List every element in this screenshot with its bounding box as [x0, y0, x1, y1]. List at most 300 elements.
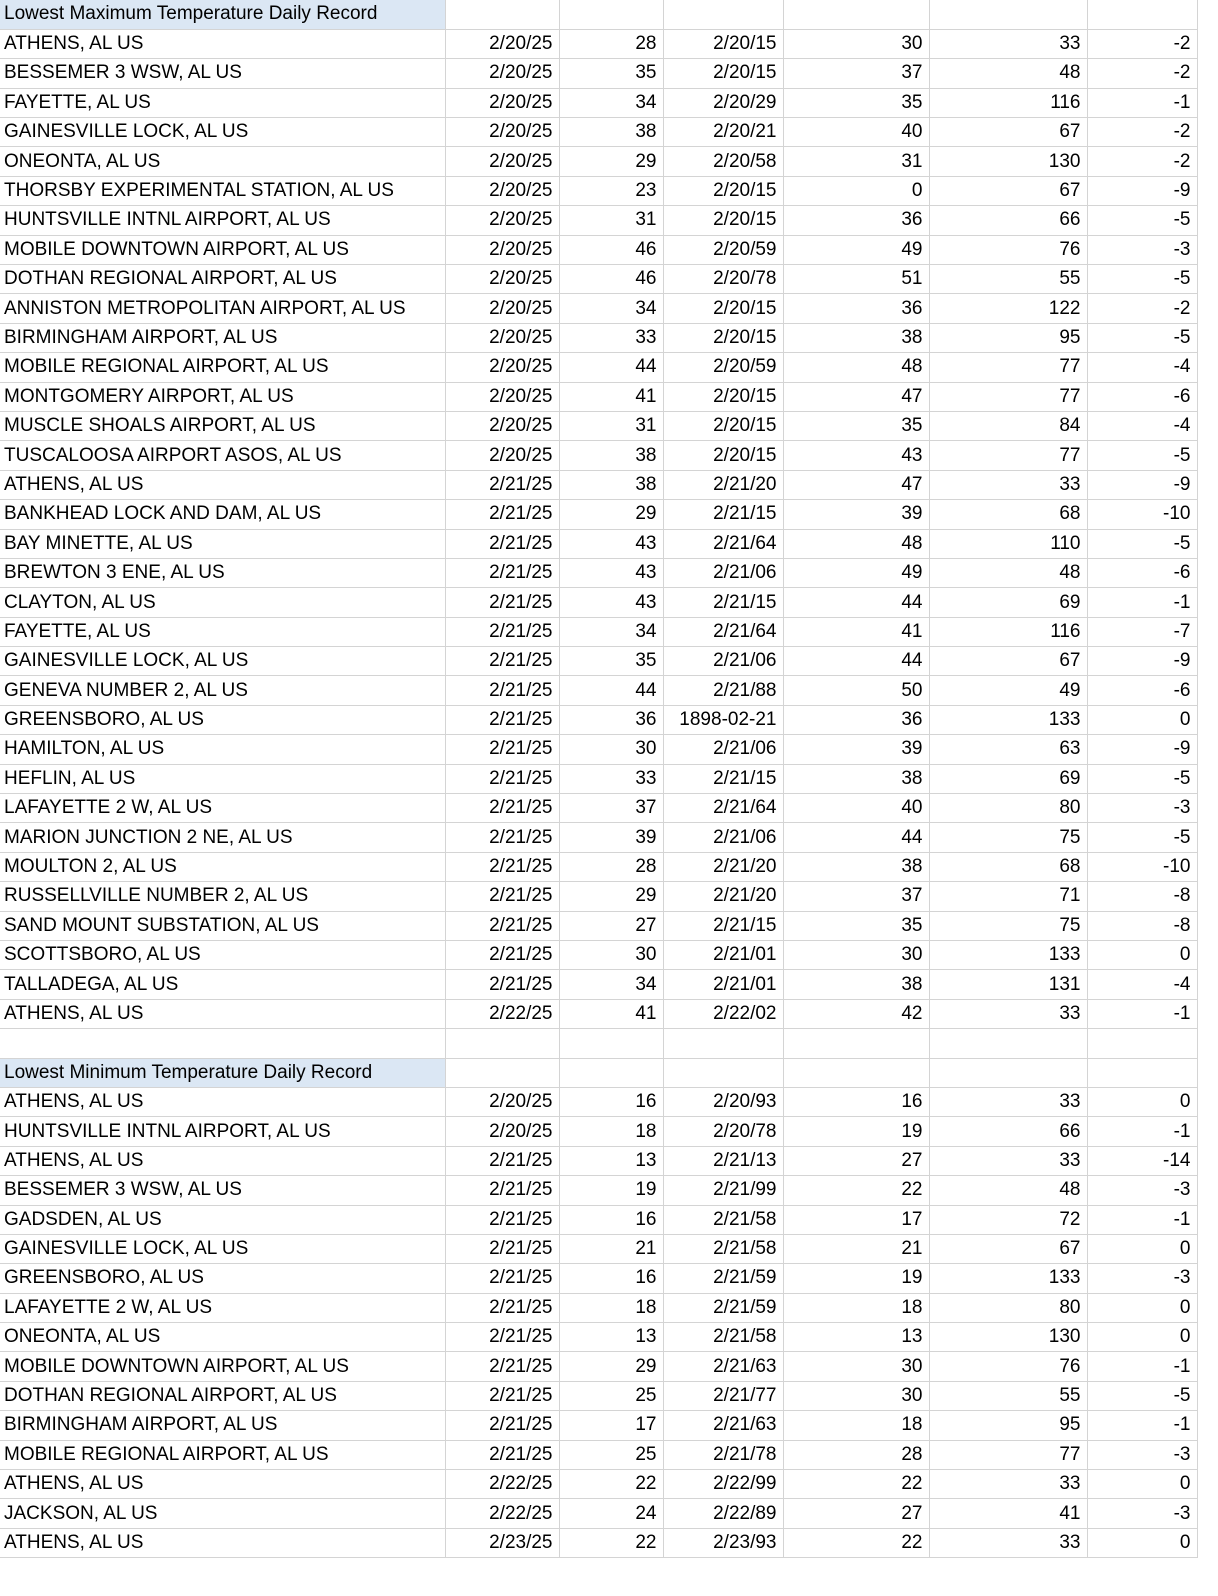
value-cell[interactable]: 2/21/15: [663, 588, 783, 617]
value-cell[interactable]: 0: [1087, 1470, 1197, 1499]
value-cell[interactable]: 49: [929, 676, 1087, 705]
value-cell[interactable]: 34: [559, 294, 663, 323]
value-cell[interactable]: 22: [559, 1528, 663, 1557]
station-cell[interactable]: ONEONTA, AL US: [0, 147, 445, 176]
value-cell[interactable]: 2/20/25: [445, 441, 559, 470]
value-cell[interactable]: -2: [1087, 59, 1197, 88]
value-cell[interactable]: 2/20/25: [445, 1117, 559, 1146]
value-cell[interactable]: 44: [783, 588, 929, 617]
empty-cell[interactable]: [783, 1029, 929, 1058]
station-cell[interactable]: HEFLIN, AL US: [0, 764, 445, 793]
value-cell[interactable]: 27: [783, 1146, 929, 1175]
value-cell[interactable]: 41: [559, 382, 663, 411]
value-cell[interactable]: 44: [559, 353, 663, 382]
value-cell[interactable]: 23: [559, 176, 663, 205]
value-cell[interactable]: 44: [783, 823, 929, 852]
value-cell[interactable]: 2/21/63: [663, 1411, 783, 1440]
value-cell[interactable]: 2/21/15: [663, 500, 783, 529]
value-cell[interactable]: -5: [1087, 441, 1197, 470]
value-cell[interactable]: 2/21/25: [445, 1381, 559, 1410]
value-cell[interactable]: -6: [1087, 382, 1197, 411]
value-cell[interactable]: -1: [1087, 999, 1197, 1028]
value-cell[interactable]: 122: [929, 294, 1087, 323]
value-cell[interactable]: 2/21/25: [445, 794, 559, 823]
value-cell[interactable]: -3: [1087, 1499, 1197, 1528]
value-cell[interactable]: 16: [559, 1087, 663, 1116]
station-cell[interactable]: ATHENS, AL US: [0, 1470, 445, 1499]
value-cell[interactable]: 2/21/99: [663, 1176, 783, 1205]
value-cell[interactable]: 55: [929, 265, 1087, 294]
value-cell[interactable]: 2/20/58: [663, 147, 783, 176]
value-cell[interactable]: 2/20/25: [445, 323, 559, 352]
value-cell[interactable]: 2/21/25: [445, 970, 559, 999]
value-cell[interactable]: 2/21/20: [663, 470, 783, 499]
value-cell[interactable]: 43: [559, 529, 663, 558]
value-cell[interactable]: 18: [783, 1411, 929, 1440]
value-cell[interactable]: 55: [929, 1381, 1087, 1410]
value-cell[interactable]: 2/21/25: [445, 588, 559, 617]
value-cell[interactable]: 13: [783, 1323, 929, 1352]
value-cell[interactable]: 35: [783, 411, 929, 440]
station-cell[interactable]: TALLADEGA, AL US: [0, 970, 445, 999]
empty-cell[interactable]: [0, 1029, 445, 1058]
value-cell[interactable]: 41: [559, 999, 663, 1028]
empty-cell[interactable]: [445, 0, 559, 29]
value-cell[interactable]: 18: [559, 1117, 663, 1146]
value-cell[interactable]: 17: [559, 1411, 663, 1440]
value-cell[interactable]: 31: [559, 411, 663, 440]
station-cell[interactable]: ATHENS, AL US: [0, 999, 445, 1028]
value-cell[interactable]: 16: [559, 1264, 663, 1293]
value-cell[interactable]: 28: [783, 1440, 929, 1469]
empty-cell[interactable]: [663, 1058, 783, 1087]
station-cell[interactable]: CLAYTON, AL US: [0, 588, 445, 617]
value-cell[interactable]: 2/21/25: [445, 1440, 559, 1469]
value-cell[interactable]: 2/20/25: [445, 235, 559, 264]
station-cell[interactable]: MOBILE DOWNTOWN AIRPORT, AL US: [0, 1352, 445, 1381]
value-cell[interactable]: 2/21/15: [663, 911, 783, 940]
station-cell[interactable]: FAYETTE, AL US: [0, 88, 445, 117]
value-cell[interactable]: 0: [1087, 1087, 1197, 1116]
value-cell[interactable]: 77: [929, 353, 1087, 382]
value-cell[interactable]: 2/20/25: [445, 1087, 559, 1116]
value-cell[interactable]: 33: [929, 1470, 1087, 1499]
value-cell[interactable]: 2/22/02: [663, 999, 783, 1028]
value-cell[interactable]: 38: [783, 764, 929, 793]
value-cell[interactable]: 30: [783, 1352, 929, 1381]
empty-cell[interactable]: [663, 0, 783, 29]
value-cell[interactable]: 131: [929, 970, 1087, 999]
value-cell[interactable]: -3: [1087, 1264, 1197, 1293]
station-cell[interactable]: HUNTSVILLE INTNL AIRPORT, AL US: [0, 1117, 445, 1146]
value-cell[interactable]: -1: [1087, 588, 1197, 617]
station-cell[interactable]: MOBILE DOWNTOWN AIRPORT, AL US: [0, 235, 445, 264]
value-cell[interactable]: 37: [559, 794, 663, 823]
value-cell[interactable]: 2/21/63: [663, 1352, 783, 1381]
value-cell[interactable]: 75: [929, 823, 1087, 852]
value-cell[interactable]: 2/22/25: [445, 999, 559, 1028]
value-cell[interactable]: 0: [1087, 941, 1197, 970]
value-cell[interactable]: 2/20/25: [445, 59, 559, 88]
value-cell[interactable]: 25: [559, 1440, 663, 1469]
value-cell[interactable]: 77: [929, 441, 1087, 470]
value-cell[interactable]: 2/21/64: [663, 794, 783, 823]
value-cell[interactable]: 2/20/93: [663, 1087, 783, 1116]
value-cell[interactable]: 2/20/78: [663, 1117, 783, 1146]
value-cell[interactable]: -6: [1087, 676, 1197, 705]
value-cell[interactable]: 33: [929, 1146, 1087, 1175]
value-cell[interactable]: 67: [929, 647, 1087, 676]
value-cell[interactable]: 33: [559, 323, 663, 352]
empty-cell[interactable]: [1087, 0, 1197, 29]
value-cell[interactable]: 22: [783, 1528, 929, 1557]
value-cell[interactable]: 33: [929, 1528, 1087, 1557]
value-cell[interactable]: 2/23/25: [445, 1528, 559, 1557]
station-cell[interactable]: SCOTTSBORO, AL US: [0, 941, 445, 970]
value-cell[interactable]: 84: [929, 411, 1087, 440]
value-cell[interactable]: 21: [559, 1234, 663, 1263]
value-cell[interactable]: 42: [783, 999, 929, 1028]
value-cell[interactable]: 43: [559, 588, 663, 617]
value-cell[interactable]: 29: [559, 500, 663, 529]
value-cell[interactable]: 2/20/25: [445, 294, 559, 323]
station-cell[interactable]: MOBILE REGIONAL AIRPORT, AL US: [0, 353, 445, 382]
value-cell[interactable]: 133: [929, 941, 1087, 970]
value-cell[interactable]: -4: [1087, 411, 1197, 440]
value-cell[interactable]: -5: [1087, 323, 1197, 352]
value-cell[interactable]: -5: [1087, 764, 1197, 793]
value-cell[interactable]: 19: [783, 1264, 929, 1293]
value-cell[interactable]: 35: [559, 647, 663, 676]
value-cell[interactable]: 63: [929, 735, 1087, 764]
value-cell[interactable]: 76: [929, 235, 1087, 264]
value-cell[interactable]: 41: [783, 617, 929, 646]
station-cell[interactable]: GAINESVILLE LOCK, AL US: [0, 118, 445, 147]
value-cell[interactable]: 2/20/25: [445, 265, 559, 294]
value-cell[interactable]: 2/21/64: [663, 617, 783, 646]
value-cell[interactable]: -10: [1087, 852, 1197, 881]
value-cell[interactable]: 2/21/01: [663, 970, 783, 999]
station-cell[interactable]: BIRMINGHAM AIRPORT, AL US: [0, 1411, 445, 1440]
value-cell[interactable]: 80: [929, 794, 1087, 823]
value-cell[interactable]: 2/21/25: [445, 500, 559, 529]
value-cell[interactable]: 2/21/25: [445, 882, 559, 911]
value-cell[interactable]: 30: [783, 29, 929, 58]
value-cell[interactable]: 2/21/25: [445, 852, 559, 881]
value-cell[interactable]: 49: [783, 235, 929, 264]
value-cell[interactable]: -9: [1087, 647, 1197, 676]
value-cell[interactable]: -9: [1087, 176, 1197, 205]
station-cell[interactable]: GREENSBORO, AL US: [0, 705, 445, 734]
station-cell[interactable]: LAFAYETTE 2 W, AL US: [0, 794, 445, 823]
value-cell[interactable]: 48: [783, 529, 929, 558]
value-cell[interactable]: 33: [929, 1087, 1087, 1116]
value-cell[interactable]: 2/20/25: [445, 382, 559, 411]
value-cell[interactable]: -4: [1087, 970, 1197, 999]
empty-cell[interactable]: [783, 1058, 929, 1087]
value-cell[interactable]: 31: [783, 147, 929, 176]
value-cell[interactable]: -7: [1087, 617, 1197, 646]
value-cell[interactable]: 39: [783, 500, 929, 529]
value-cell[interactable]: 27: [559, 911, 663, 940]
section-title[interactable]: Lowest Maximum Temperature Daily Record: [0, 0, 445, 29]
value-cell[interactable]: 2/21/20: [663, 852, 783, 881]
value-cell[interactable]: 0: [1087, 1234, 1197, 1263]
value-cell[interactable]: -6: [1087, 558, 1197, 587]
value-cell[interactable]: 33: [929, 999, 1087, 1028]
value-cell[interactable]: 2/21/25: [445, 1234, 559, 1263]
value-cell[interactable]: 2/21/25: [445, 941, 559, 970]
value-cell[interactable]: -10: [1087, 500, 1197, 529]
value-cell[interactable]: 68: [929, 852, 1087, 881]
station-cell[interactable]: TUSCALOOSA AIRPORT ASOS, AL US: [0, 441, 445, 470]
value-cell[interactable]: -2: [1087, 147, 1197, 176]
station-cell[interactable]: ANNISTON METROPOLITAN AIRPORT, AL US: [0, 294, 445, 323]
value-cell[interactable]: 27: [783, 1499, 929, 1528]
value-cell[interactable]: 2/20/29: [663, 88, 783, 117]
value-cell[interactable]: 43: [783, 441, 929, 470]
station-cell[interactable]: BESSEMER 3 WSW, AL US: [0, 59, 445, 88]
value-cell[interactable]: 29: [559, 147, 663, 176]
value-cell[interactable]: 30: [783, 941, 929, 970]
station-cell[interactable]: LAFAYETTE 2 W, AL US: [0, 1293, 445, 1322]
value-cell[interactable]: 34: [559, 970, 663, 999]
value-cell[interactable]: -3: [1087, 1176, 1197, 1205]
value-cell[interactable]: 116: [929, 617, 1087, 646]
station-cell[interactable]: RUSSELLVILLE NUMBER 2, AL US: [0, 882, 445, 911]
value-cell[interactable]: 25: [559, 1381, 663, 1410]
value-cell[interactable]: -9: [1087, 735, 1197, 764]
empty-cell[interactable]: [445, 1058, 559, 1087]
value-cell[interactable]: -8: [1087, 882, 1197, 911]
value-cell[interactable]: 22: [783, 1470, 929, 1499]
value-cell[interactable]: 48: [929, 558, 1087, 587]
value-cell[interactable]: 41: [929, 1499, 1087, 1528]
value-cell[interactable]: 2/20/25: [445, 29, 559, 58]
value-cell[interactable]: 19: [559, 1176, 663, 1205]
value-cell[interactable]: 75: [929, 911, 1087, 940]
value-cell[interactable]: 2/21/25: [445, 1176, 559, 1205]
empty-cell[interactable]: [559, 0, 663, 29]
value-cell[interactable]: 43: [559, 558, 663, 587]
value-cell[interactable]: 2/20/59: [663, 235, 783, 264]
value-cell[interactable]: 2/20/25: [445, 88, 559, 117]
station-cell[interactable]: GREENSBORO, AL US: [0, 1264, 445, 1293]
empty-cell[interactable]: [929, 1058, 1087, 1087]
value-cell[interactable]: 2/20/15: [663, 294, 783, 323]
value-cell[interactable]: 68: [929, 500, 1087, 529]
value-cell[interactable]: 2/20/25: [445, 206, 559, 235]
value-cell[interactable]: -8: [1087, 911, 1197, 940]
value-cell[interactable]: 36: [783, 705, 929, 734]
station-cell[interactable]: ONEONTA, AL US: [0, 1323, 445, 1352]
value-cell[interactable]: 2/20/25: [445, 176, 559, 205]
value-cell[interactable]: 35: [783, 911, 929, 940]
value-cell[interactable]: 38: [783, 852, 929, 881]
value-cell[interactable]: -5: [1087, 823, 1197, 852]
value-cell[interactable]: 2/20/15: [663, 29, 783, 58]
value-cell[interactable]: 2/21/88: [663, 676, 783, 705]
value-cell[interactable]: 48: [783, 353, 929, 382]
value-cell[interactable]: -5: [1087, 1381, 1197, 1410]
value-cell[interactable]: 2/21/25: [445, 764, 559, 793]
value-cell[interactable]: 29: [559, 882, 663, 911]
value-cell[interactable]: 2/20/21: [663, 118, 783, 147]
value-cell[interactable]: 2/21/13: [663, 1146, 783, 1175]
value-cell[interactable]: 31: [559, 206, 663, 235]
value-cell[interactable]: 37: [783, 59, 929, 88]
value-cell[interactable]: 33: [559, 764, 663, 793]
value-cell[interactable]: 130: [929, 1323, 1087, 1352]
section-title[interactable]: Lowest Minimum Temperature Daily Record: [0, 1058, 445, 1087]
empty-cell[interactable]: [929, 0, 1087, 29]
station-cell[interactable]: BANKHEAD LOCK AND DAM, AL US: [0, 500, 445, 529]
value-cell[interactable]: 35: [559, 59, 663, 88]
value-cell[interactable]: 2/22/99: [663, 1470, 783, 1499]
value-cell[interactable]: 2/21/25: [445, 470, 559, 499]
value-cell[interactable]: 116: [929, 88, 1087, 117]
value-cell[interactable]: 2/22/25: [445, 1499, 559, 1528]
value-cell[interactable]: 36: [783, 294, 929, 323]
value-cell[interactable]: 2/21/25: [445, 1323, 559, 1352]
value-cell[interactable]: 2/21/25: [445, 1352, 559, 1381]
empty-cell[interactable]: [929, 1029, 1087, 1058]
value-cell[interactable]: 66: [929, 1117, 1087, 1146]
value-cell[interactable]: 28: [559, 29, 663, 58]
station-cell[interactable]: BREWTON 3 ENE, AL US: [0, 558, 445, 587]
value-cell[interactable]: 38: [559, 441, 663, 470]
value-cell[interactable]: 110: [929, 529, 1087, 558]
value-cell[interactable]: 16: [783, 1087, 929, 1116]
value-cell[interactable]: 18: [559, 1293, 663, 1322]
value-cell[interactable]: 2/21/20: [663, 882, 783, 911]
value-cell[interactable]: 130: [929, 147, 1087, 176]
value-cell[interactable]: -1: [1087, 1352, 1197, 1381]
value-cell[interactable]: 2/21/25: [445, 558, 559, 587]
value-cell[interactable]: 24: [559, 1499, 663, 1528]
value-cell[interactable]: 13: [559, 1146, 663, 1175]
value-cell[interactable]: 77: [929, 1440, 1087, 1469]
empty-cell[interactable]: [559, 1058, 663, 1087]
value-cell[interactable]: 22: [559, 1470, 663, 1499]
value-cell[interactable]: 30: [559, 735, 663, 764]
value-cell[interactable]: 80: [929, 1293, 1087, 1322]
value-cell[interactable]: 2/20/25: [445, 147, 559, 176]
value-cell[interactable]: 36: [559, 705, 663, 734]
station-cell[interactable]: DOTHAN REGIONAL AIRPORT, AL US: [0, 1381, 445, 1410]
value-cell[interactable]: 49: [783, 558, 929, 587]
value-cell[interactable]: 28: [559, 852, 663, 881]
value-cell[interactable]: -3: [1087, 794, 1197, 823]
value-cell[interactable]: -1: [1087, 1117, 1197, 1146]
value-cell[interactable]: 19: [783, 1117, 929, 1146]
empty-cell[interactable]: [559, 1029, 663, 1058]
value-cell[interactable]: 72: [929, 1205, 1087, 1234]
value-cell[interactable]: 69: [929, 764, 1087, 793]
value-cell[interactable]: 38: [783, 323, 929, 352]
value-cell[interactable]: 2/21/01: [663, 941, 783, 970]
value-cell[interactable]: 2/21/25: [445, 676, 559, 705]
value-cell[interactable]: 2/21/78: [663, 1440, 783, 1469]
value-cell[interactable]: -5: [1087, 206, 1197, 235]
value-cell[interactable]: 71: [929, 882, 1087, 911]
station-cell[interactable]: DOTHAN REGIONAL AIRPORT, AL US: [0, 265, 445, 294]
value-cell[interactable]: -2: [1087, 118, 1197, 147]
value-cell[interactable]: 0: [1087, 1293, 1197, 1322]
station-cell[interactable]: ATHENS, AL US: [0, 1528, 445, 1557]
value-cell[interactable]: 2/21/25: [445, 617, 559, 646]
value-cell[interactable]: 67: [929, 176, 1087, 205]
value-cell[interactable]: 16: [559, 1205, 663, 1234]
value-cell[interactable]: 133: [929, 705, 1087, 734]
value-cell[interactable]: 2/20/15: [663, 441, 783, 470]
value-cell[interactable]: 2/21/06: [663, 558, 783, 587]
value-cell[interactable]: 2/21/25: [445, 1293, 559, 1322]
value-cell[interactable]: 44: [559, 676, 663, 705]
value-cell[interactable]: 2/21/64: [663, 529, 783, 558]
empty-cell[interactable]: [663, 1029, 783, 1058]
value-cell[interactable]: 2/21/77: [663, 1381, 783, 1410]
value-cell[interactable]: 2/21/25: [445, 529, 559, 558]
value-cell[interactable]: 2/21/25: [445, 705, 559, 734]
value-cell[interactable]: 2/21/25: [445, 911, 559, 940]
empty-cell[interactable]: [1087, 1058, 1197, 1087]
value-cell[interactable]: -1: [1087, 1205, 1197, 1234]
value-cell[interactable]: 0: [1087, 705, 1197, 734]
value-cell[interactable]: 2/20/15: [663, 206, 783, 235]
value-cell[interactable]: -9: [1087, 470, 1197, 499]
value-cell[interactable]: 17: [783, 1205, 929, 1234]
value-cell[interactable]: 47: [783, 470, 929, 499]
value-cell[interactable]: 33: [929, 470, 1087, 499]
value-cell[interactable]: -4: [1087, 353, 1197, 382]
value-cell[interactable]: 2/21/25: [445, 1205, 559, 1234]
value-cell[interactable]: 2/20/25: [445, 353, 559, 382]
station-cell[interactable]: GAINESVILLE LOCK, AL US: [0, 647, 445, 676]
value-cell[interactable]: 2/22/89: [663, 1499, 783, 1528]
value-cell[interactable]: 40: [783, 118, 929, 147]
value-cell[interactable]: 0: [1087, 1323, 1197, 1352]
value-cell[interactable]: 2/21/25: [445, 1411, 559, 1440]
station-cell[interactable]: GAINESVILLE LOCK, AL US: [0, 1234, 445, 1263]
station-cell[interactable]: JACKSON, AL US: [0, 1499, 445, 1528]
value-cell[interactable]: 47: [783, 382, 929, 411]
station-cell[interactable]: ATHENS, AL US: [0, 1146, 445, 1175]
value-cell[interactable]: 33: [929, 29, 1087, 58]
value-cell[interactable]: 38: [783, 970, 929, 999]
empty-cell[interactable]: [445, 1029, 559, 1058]
station-cell[interactable]: ATHENS, AL US: [0, 1087, 445, 1116]
value-cell[interactable]: 2/20/78: [663, 265, 783, 294]
value-cell[interactable]: 2/21/58: [663, 1323, 783, 1352]
value-cell[interactable]: -3: [1087, 1440, 1197, 1469]
value-cell[interactable]: 133: [929, 1264, 1087, 1293]
value-cell[interactable]: 39: [559, 823, 663, 852]
value-cell[interactable]: -1: [1087, 1411, 1197, 1440]
value-cell[interactable]: 34: [559, 88, 663, 117]
value-cell[interactable]: 2/21/58: [663, 1234, 783, 1263]
value-cell[interactable]: 2/21/06: [663, 647, 783, 676]
value-cell[interactable]: 44: [783, 647, 929, 676]
value-cell[interactable]: -1: [1087, 88, 1197, 117]
value-cell[interactable]: 1898-02-21: [663, 705, 783, 734]
value-cell[interactable]: 50: [783, 676, 929, 705]
value-cell[interactable]: 2/20/15: [663, 382, 783, 411]
value-cell[interactable]: 2/21/15: [663, 764, 783, 793]
value-cell[interactable]: 2/20/25: [445, 411, 559, 440]
value-cell[interactable]: -5: [1087, 529, 1197, 558]
value-cell[interactable]: 46: [559, 235, 663, 264]
